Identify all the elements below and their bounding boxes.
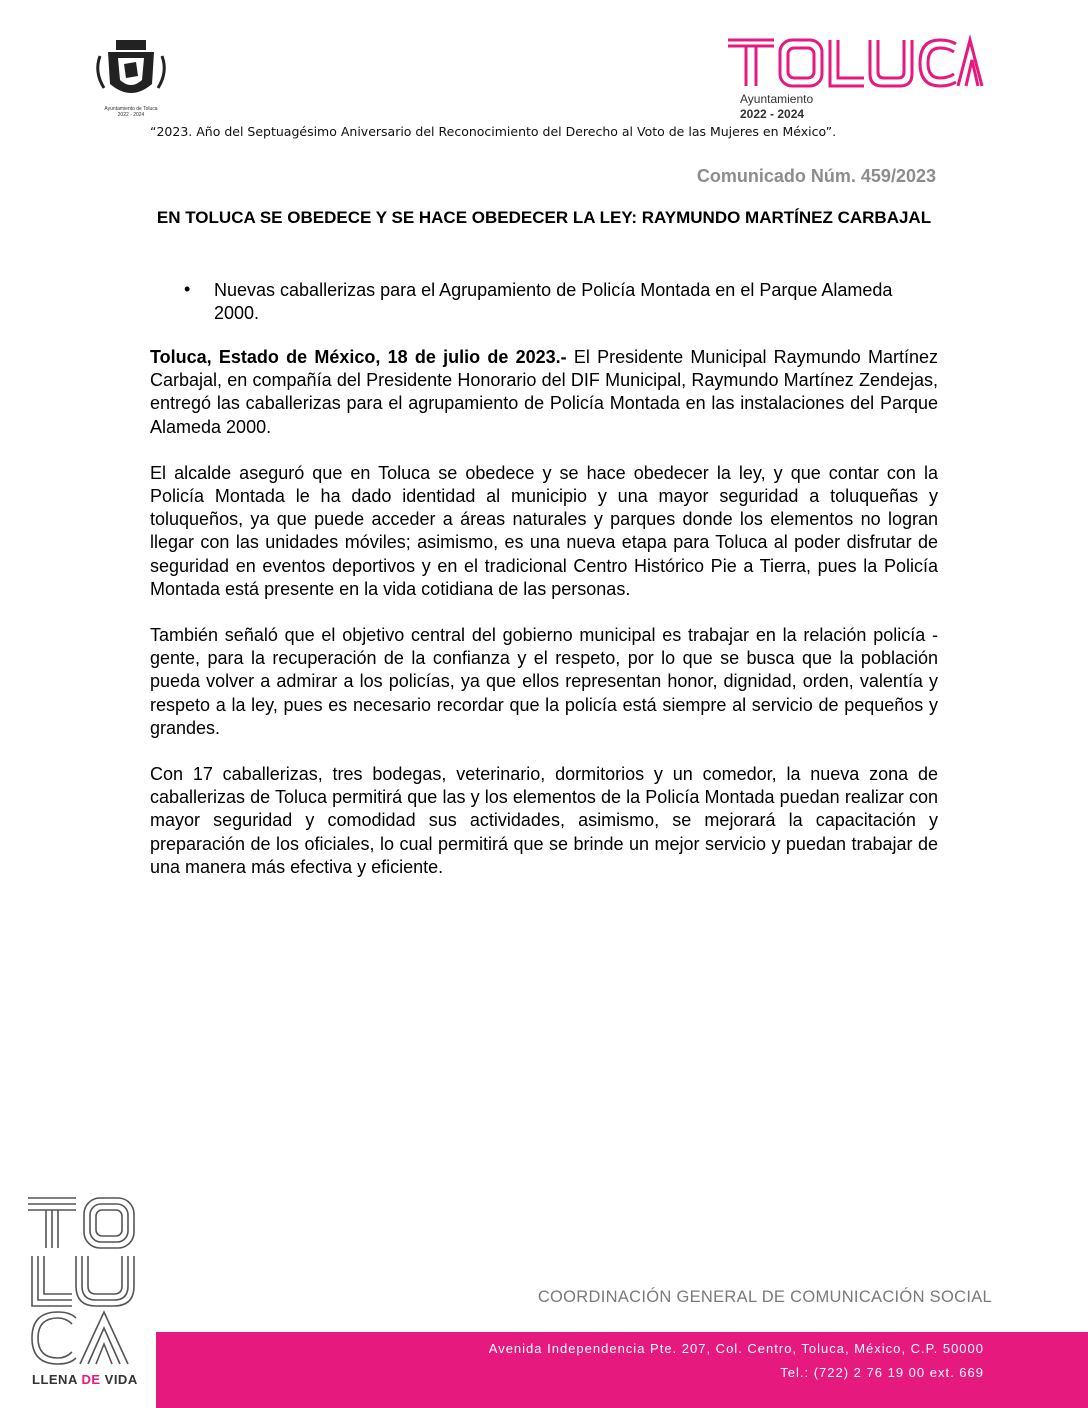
release-number: Comunicado Núm. 459/2023 xyxy=(696,166,936,186)
slogan-part-1: LLENA xyxy=(32,1372,82,1387)
year-motto: “2023. Año del Septuagésimo Aniversario del Reconocimiento del Derecho al Voto de las Mujeres en México”. xyxy=(150,124,837,139)
bullet-text: Nuevas caballerizas para el Agrupamiento de Policía Montada en el Parque Alameda 2000. xyxy=(214,280,893,323)
slogan-part-3: VIDA xyxy=(100,1372,138,1387)
bullet-icon: • xyxy=(184,279,191,299)
headline: EN TOLUCA SE OBEDECE Y SE HACE OBEDECER LA LEY: RAYMUNDO MARTÍNEZ CARBAJAL xyxy=(156,208,932,227)
office-phone: Tel.: (722) 2 76 19 00 ext. 669 xyxy=(780,1365,984,1380)
brand-years: 2022 - 2024 xyxy=(740,107,805,121)
article-body xyxy=(150,346,938,902)
municipal-seal xyxy=(86,36,176,122)
slogan-part-2: DE xyxy=(81,1372,101,1387)
brand-subtitle: Ayuntamiento xyxy=(740,92,814,106)
paragraph-1 xyxy=(150,346,938,439)
paragraph-3: También señaló que el objetivo central del gobierno municipal es trabajar en la relación policía - gente, para la recuperación de la confianza y el respeto, por lo que se busca que la población pueda volver a admirar a los policías, ya que ellos representan honor, dignidad, orden, valentía y respeto a la ley, pues es necesario recordar que la policía está siempre al servicio de pequeños y grandes. xyxy=(150,625,938,738)
dateline: Toluca, Estado de México, 18 de julio de 2023.- xyxy=(150,347,567,367)
toluca-wordmark-icon xyxy=(724,34,984,90)
toluca-outline-icon xyxy=(26,1190,140,1370)
paragraph-2: El alcalde aseguró que en Toluca se obedece y se hace obedecer la ley, y que contar con la Policía Montada le ha dado identidad al municipio y una mayor seguridad a toluqueñas y toluqueños, ya que puede acceder a áreas naturales y parques donde los elementos no logran llegar con las unidades móviles; asimismo, es una nueva etapa para Toluca al poder disfrutar de seguridad en eventos deportivos y en el tradicional Centro Histórico Pie a Tierra, pues la Policía Montada está presente en la vida cotidiana de las personas. xyxy=(150,462,938,599)
office-address: Avenida Independencia Pte. 207, Col. Centro, Toluca, México, C.P. 50000 xyxy=(488,1341,984,1356)
seal-caption: Ayuntamiento de Toluca xyxy=(104,106,158,112)
seal-years: 2022 - 2024 xyxy=(117,112,145,118)
office-name: COORDINACIÓN GENERAL DE COMUNICACIÓN SOCIAL xyxy=(537,1288,992,1306)
paragraph-4: Con 17 caballerizas, tres bodegas, veterinario, dormitorios y un comedor, la nueva zona de caballerizas de Toluca permitirá que las y los elementos de la Policía Montada puedan realizar con mayor seguridad y comodidad sus actividades, asimismo, se mejorará la capacitación y preparación de los oficiales, lo cual permitirá que se brinde un mejor servicio y puedan trabajar de una manera más efectiva y eficiente. xyxy=(150,764,938,877)
paragraph-1-text: El Presidente Municipal Raymundo Martínez Carbajal, en compañía del Presidente Honorario del DIF Municipal, Raymundo Martínez Zendejas, entregó las caballerizas para el agrupamiento de Policía Montada en las instalaciones del Parque Alameda 2000. xyxy=(150,347,938,437)
footer-toluca-logo xyxy=(26,1190,140,1390)
coat-of-arms-icon xyxy=(86,36,176,106)
footer-slogan xyxy=(32,1372,138,1387)
